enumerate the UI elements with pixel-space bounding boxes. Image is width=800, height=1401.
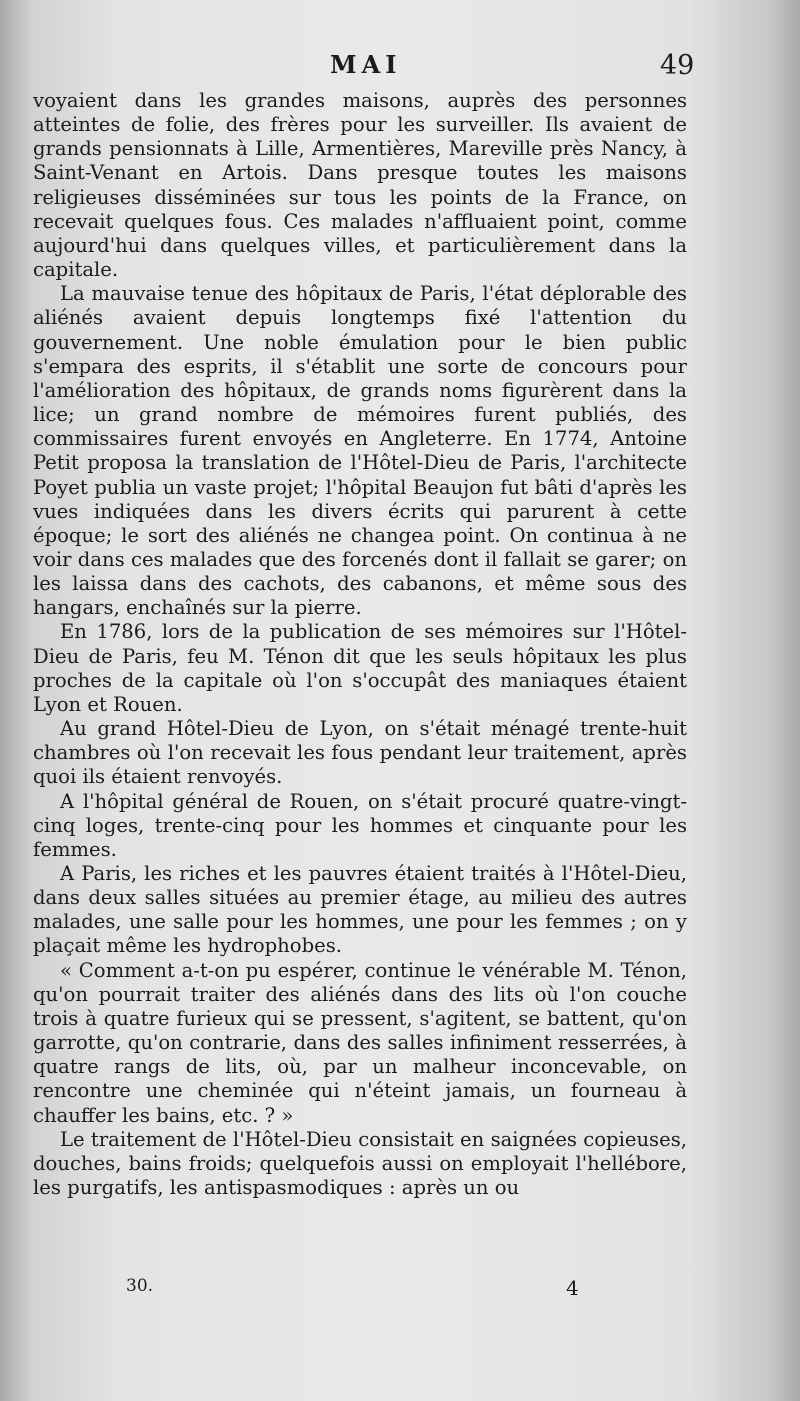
body-text	[33, 89, 687, 1200]
page-footer	[0, 1276, 800, 1306]
paragraph: A Paris, les riches et les pauvres étaient traités à l'Hôtel-Dieu, dans deux salles situées au premier étage, au milieu des autres malades, une salle pour les hommes, une pour les femmes ; on y plaçait même les hydrophobes.	[33, 862, 687, 958]
paragraph: Le traitement de l'Hôtel-Dieu consistait en saignées copieuses, douches, bains froids; quelquefois aussi on employait l'hellébore, les purgatifs, les antispasmodiques : après un ou	[33, 1127, 687, 1200]
paragraph: La mauvaise tenue des hôpitaux de Paris, l'état déplorable des aliénés avaient depuis longtemps fixé l'attention du gouvernement. Une noble émulation pour le bien public s'empara des esprits, il s'établit une sorte de concours pour l'amélioration des hôpitaux, de grands noms figurèrent dans la lice; un grand nombre de mémoires furent publiés, des commissaires furent envoyés en Angleterre. En 1774, Antoine Petit proposa la translation de l'Hôtel-Dieu de Paris, l'architecte Poyet publia un vaste projet; l'hôpital Beaujon fut bâti d'après les vues indiquées dans les divers écrits qui parurent à cette époque; le sort des aliénés ne changea point. On continua à ne voir dans ces malades que des forcenés dont il fallait se garer; on les laissa dans des cachots, des cabanons, et même sous des hangars, enchaînés sur la pierre.	[33, 282, 687, 620]
paragraph: Au grand Hôtel-Dieu de Lyon, on s'était ménagé trente-huit chambres où l'on recevait les fous pendant leur traitement, après quoi ils étaient renvoyés.	[33, 717, 687, 789]
signature-mark-left: 30.	[126, 1276, 154, 1296]
paragraph: A l'hôpital général de Rouen, on s'était procuré quatre-vingt-cinq loges, trente-cinq pour les hommes et cinquante pour les femmes.	[33, 789, 687, 861]
page-number: 49	[660, 50, 695, 81]
paragraph: voyaient dans les grandes maisons, auprès des personnes atteintes de folie, des frères pour les surveiller. Ils avaient de grands pensionnats à Lille, Armentières, Mareville près Nancy, à Saint-Venant en Artois. Dans presque toutes les maisons religieuses disséminées sur tous les points de la France, on recevait quelques fous. Ces malades n'affluaient point, comme aujourd'hui dans quelques villes, et particulièrement dans la capitale.	[33, 89, 687, 282]
paragraph: En 1786, lors de la publication de ses mémoires sur l'Hôtel-Dieu de Paris, feu M. Ténon dit que les seuls hôpitaux les plus proches de la capitale où l'on s'occupât des maniaques étaient Lyon et Rouen.	[33, 620, 687, 716]
page-header	[0, 50, 800, 90]
running-title: MAI	[330, 50, 402, 79]
paragraph: « Comment a-t-on pu espérer, continue le vénérable M. Ténon, qu'on pourrait traiter des aliénés dans des lits où l'on couche trois à quatre furieux qui se pressent, s'agitent, se battent, qu'on garrotte, qu'on contrarie, dans des salles infiniment resserrées, à quatre rangs de lits, où, par un malheur inconcevable, on rencontre une cheminée qui n'éteint jamais, un fourneau à chauffer les bains, etc. ? »	[33, 958, 687, 1127]
signature-mark-right: 4	[566, 1276, 579, 1300]
